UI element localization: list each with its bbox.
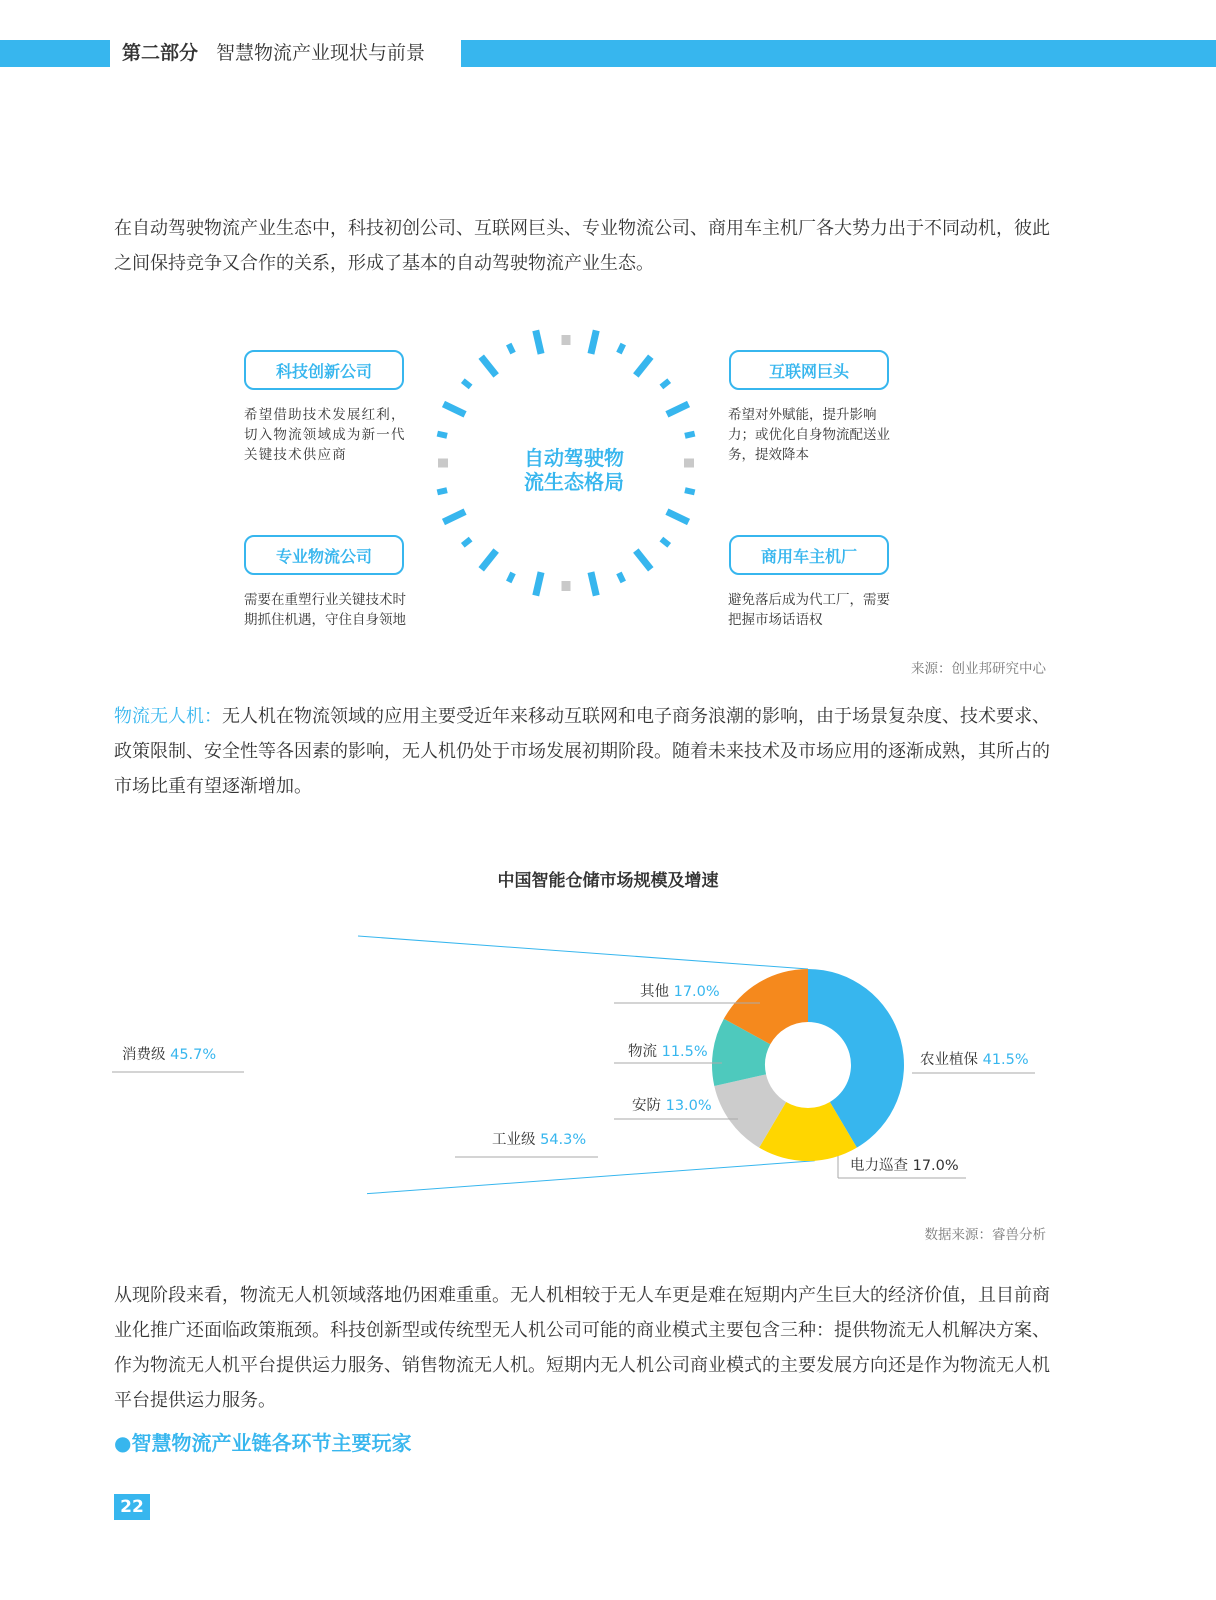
- box-vehicle-oem: 商用车主机厂: [729, 535, 889, 575]
- desc-vehicle-oem: 避免落后成为代工厂，需要把握市场话语权: [728, 592, 890, 628]
- connector-line: [367, 1161, 815, 1194]
- center-line-2: 流生态格局: [524, 470, 624, 494]
- desc-internet-giant: 希望对外赋能，提升影响力；或优化自身物流配送业务，提效降本: [728, 407, 890, 463]
- box-internet-giant: 互联网巨头: [729, 350, 889, 390]
- conclusion-paragraph: 从现阶段来看，物流无人机领域落地仍困难重重。无人机相较于无人车更是难在短期内产生巨大的经济价值，且目前商业化推广还面临政策瓶颈。科技创新型或传统型无人机公司可能的商业模式主要包含三种：提供物流无人机解决方案、作为物流无人机平台提供运力服务、销售物流无人机。短期内无人机公司商业模式的主要发展方向还是作为物流无人机平台提供运力服务。: [114, 1285, 1050, 1411]
- chart-title: 中国智能仓储市场规模及增速: [497, 871, 719, 891]
- header-part: 第二部分: [122, 42, 199, 64]
- label-power: 电力巡查 17.0%: [850, 1158, 959, 1174]
- label-industrial: 工业级 54.3%: [492, 1132, 587, 1148]
- drone-text: 无人机在物流领域的应用主要受近年来移动互联网和电子商务浪潮的影响，由于场景复杂度、技术要求、政策限制、安全性等各因素的影响，无人机仍处于市场发展初期阶段。随着未来技术及市场应用的逐渐成熟，其所占的市场比重有望逐渐增加。: [114, 706, 1050, 797]
- box-logistics-company: 专业物流公司: [244, 535, 404, 575]
- label-consumer: 消费级 45.7%: [122, 1047, 217, 1063]
- connector-line: [358, 936, 808, 969]
- box-tech-startup: 科技创新公司: [244, 350, 404, 390]
- chart-source: 数据来源：睿兽分析: [924, 1227, 1046, 1243]
- label-logistics: 物流 11.5%: [628, 1044, 708, 1060]
- label-other: 其他 17.0%: [640, 984, 720, 1000]
- section-title: ●智慧物流产业链各环节主要玩家: [114, 1431, 412, 1455]
- intro-paragraph: 在自动驾驶物流产业生态中，科技初创公司、互联网巨头、专业物流公司、商用车主机厂各大势力出于不同动机，彼此之间保持竞争又合作的关系，形成了基本的自动驾驶物流产业生态。: [114, 218, 1050, 274]
- desc-logistics-company: 需要在重塑行业关键技术时 期抓住机遇，守住自身领地: [244, 592, 406, 628]
- label-agriculture: 农业植保 41.5%: [920, 1052, 1029, 1068]
- page-number: 22: [114, 1494, 150, 1520]
- desc-tech-startup: 希望借助技术发展红利，切入物流领域成为新一代关键技术供应商: [244, 407, 406, 463]
- header-chapter: 智慧物流产业现状与前景: [216, 42, 426, 64]
- ecosystem-source: 来源：创业邦研究中心: [911, 661, 1046, 677]
- drone-label: 物流无人机：: [114, 706, 222, 727]
- center-line-1: 自动驾驶物: [524, 446, 624, 470]
- label-security: 安防 13.0%: [632, 1098, 712, 1114]
